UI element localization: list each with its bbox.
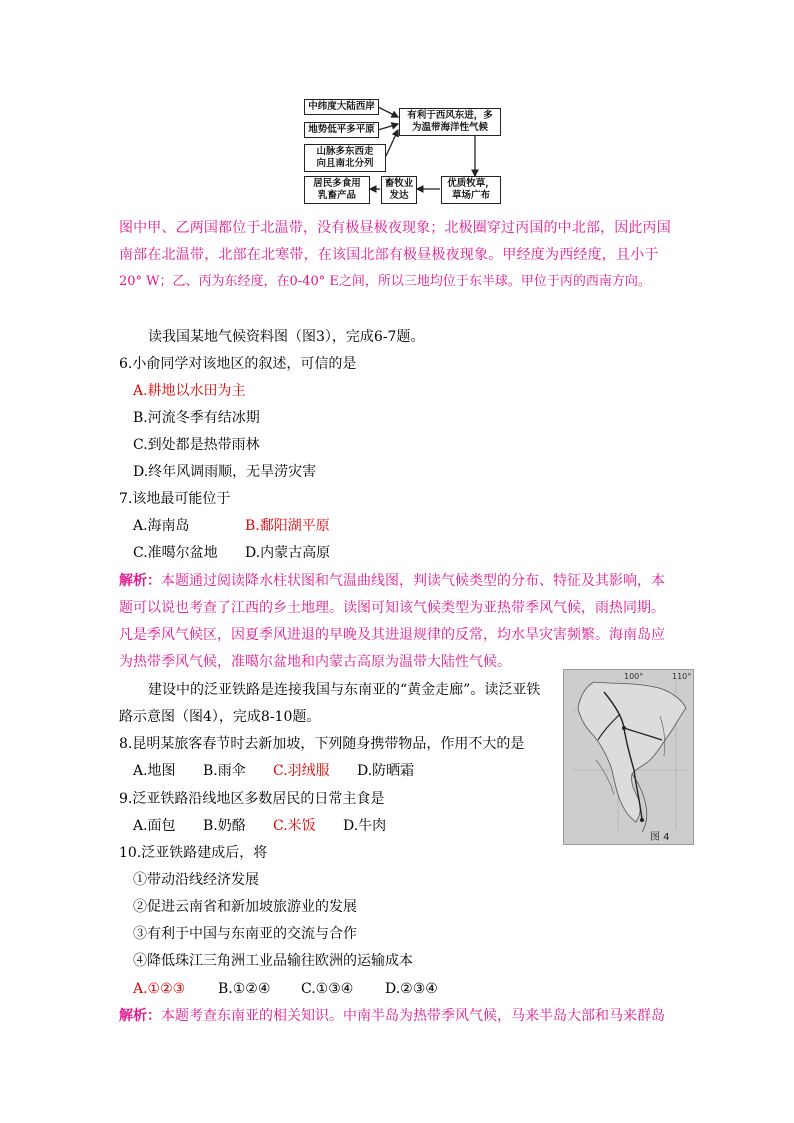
- flowchart-box-label: 为温带海洋性气候: [411, 122, 488, 133]
- pan-asia-railway-map: [563, 669, 694, 845]
- question-10-option-b: B.①②④: [218, 981, 271, 997]
- question-10-option-a: A.①②③: [133, 981, 186, 997]
- question-7-option-d: D.内蒙古高原: [245, 545, 331, 561]
- flowchart-box-dairy: [304, 176, 370, 204]
- analysis-line: 凡是季风气候区，因夏季风进退的早晚及其进退规律的反常，均水旱灾害频繁。海南岛应: [119, 627, 665, 643]
- question-7-stem: 7.该地最可能位于: [119, 491, 231, 507]
- flowchart-box-label: 发达: [389, 190, 409, 201]
- question-9-option-d: D.牛肉: [343, 818, 387, 834]
- analysis-line: [119, 572, 665, 590]
- map-longitude-110: 110°: [672, 672, 692, 681]
- question-7-option-b: B.鄱阳湖平原: [245, 518, 330, 534]
- question-7-option-c: C.准噶尔盆地: [133, 545, 218, 561]
- flowchart-box-label: 草场广布: [451, 190, 490, 201]
- flowchart-box-westerlies: [399, 108, 501, 136]
- question-8-option-a: A.地图: [133, 763, 176, 779]
- flowchart-figure: [300, 96, 505, 208]
- explanation-line: 20° W；乙、丙为东经度，在0-40° E之间，所以三地均位于东半球。甲位于丙的西南方向。: [119, 274, 651, 289]
- question-10-option-d: D.②③④: [385, 981, 438, 997]
- question-6-option-d: D.终年风调雨顺，无旱涝灾害: [133, 464, 317, 480]
- flowchart-box-label: 山脉多东西走: [316, 146, 374, 157]
- flowchart-box-label: 地势低平多平原: [308, 124, 375, 135]
- question-9-option-c: C.米饭: [273, 818, 316, 834]
- question-8-option-d: D.防晒霜: [357, 763, 415, 779]
- question-10-stem: 10.泛亚铁路建成后，将: [119, 845, 268, 861]
- analysis-label: 解析：: [119, 1008, 161, 1024]
- question-10-option-c: C.①③④: [301, 981, 354, 997]
- intro-8-10-line: 建设中的泛亚铁路是连接我国与东南亚的“黄金走廊”。读泛亚铁: [148, 682, 541, 698]
- flowchart-box-label: 乳畜产品: [317, 190, 356, 201]
- explanation-line: 南部在北温带，北部在北寒带，在该国北部有极昼极夜现象。甲经度为西经度，且小于: [119, 247, 659, 263]
- question-9-option-a: A.面包: [133, 818, 176, 834]
- flowchart-box-west-coast: [304, 99, 379, 115]
- map-longitude-100: 100°: [624, 672, 644, 681]
- flowchart-box-label: 优质牧草，: [447, 178, 495, 189]
- explanation-line: 图中甲、乙两国都位于北温带，没有极昼极夜现象；北极圈穿过丙国的中北部，因此丙国: [119, 220, 671, 236]
- question-10-statement: ③有利于中国与东南亚的交流与合作: [133, 926, 357, 942]
- analysis-line: 为热带季风气候，准噶尔盆地和内蒙古高原为温带大陆性气候。: [119, 654, 511, 670]
- analysis-line: 题可以说也考查了江西的乡土地理。读图可知该气候类型为亚热带季风气候，雨热同期。: [119, 600, 665, 616]
- analysis-text: 本题考查东南亚的相关知识。中南半岛为热带季风气候，马来半岛大部和马来群岛: [161, 1008, 665, 1024]
- map-drawing: [564, 670, 694, 845]
- map-caption: 图 4: [650, 832, 670, 843]
- analysis-line: [119, 1007, 665, 1025]
- flowchart-box-label: 居民多食用: [313, 178, 361, 189]
- analysis-text: 本题通过阅读降水柱状图和气温曲线图，判读气候类型的分布、特征及其影响，本: [161, 573, 665, 589]
- flowchart-box-mountains: [304, 144, 386, 172]
- question-8-option-b: B.雨伞: [203, 763, 246, 779]
- flowchart-box-label: 有利于西风东进，多: [407, 110, 493, 121]
- flowchart-box-label: 向且南北分列: [316, 158, 374, 169]
- question-10-statement: ①带动沿线经济发展: [133, 872, 259, 888]
- question-6-stem: 6.小俞同学对该地区的叙述，可信的是: [119, 356, 357, 372]
- question-6-option-c: C.到处都是热带雨林: [133, 437, 260, 453]
- intro-8-10-line: 路示意图（图4），完成8-10题。: [119, 709, 321, 725]
- question-6-option-b: B.河流冬季有结冰期: [133, 410, 260, 426]
- analysis-label: 解析：: [119, 573, 161, 589]
- question-7-option-a: A.海南岛: [133, 518, 190, 534]
- question-10-statement: ④降低珠江三角洲工业品输往欧洲的运输成本: [133, 953, 413, 969]
- intro-6-7: 读我国某地气候资料图（图3），完成6-7题。: [148, 329, 425, 345]
- question-10-statement: ②促进云南省和新加坡旅游业的发展: [133, 899, 357, 915]
- question-8-stem: 8.昆明某旅客春节时去新加坡，下列随身携带物品，作用不大的是: [119, 736, 525, 752]
- flowchart-box-pasture: [441, 176, 501, 204]
- question-6-option-a: A.耕地以水田为主: [133, 383, 246, 399]
- question-8-option-c: C.羽绒服: [273, 763, 330, 779]
- flowchart-box-label: 中纬度大陆西岸: [308, 101, 375, 112]
- flowchart-box-label: 畜牧业: [384, 178, 414, 189]
- flowchart-box-livestock: [381, 176, 417, 204]
- question-9-option-b: B.奶酪: [203, 818, 246, 834]
- flowchart-box-plains: [304, 122, 379, 138]
- question-9-stem: 9.泛亚铁路沿线地区多数居民的日常主食是: [119, 791, 385, 807]
